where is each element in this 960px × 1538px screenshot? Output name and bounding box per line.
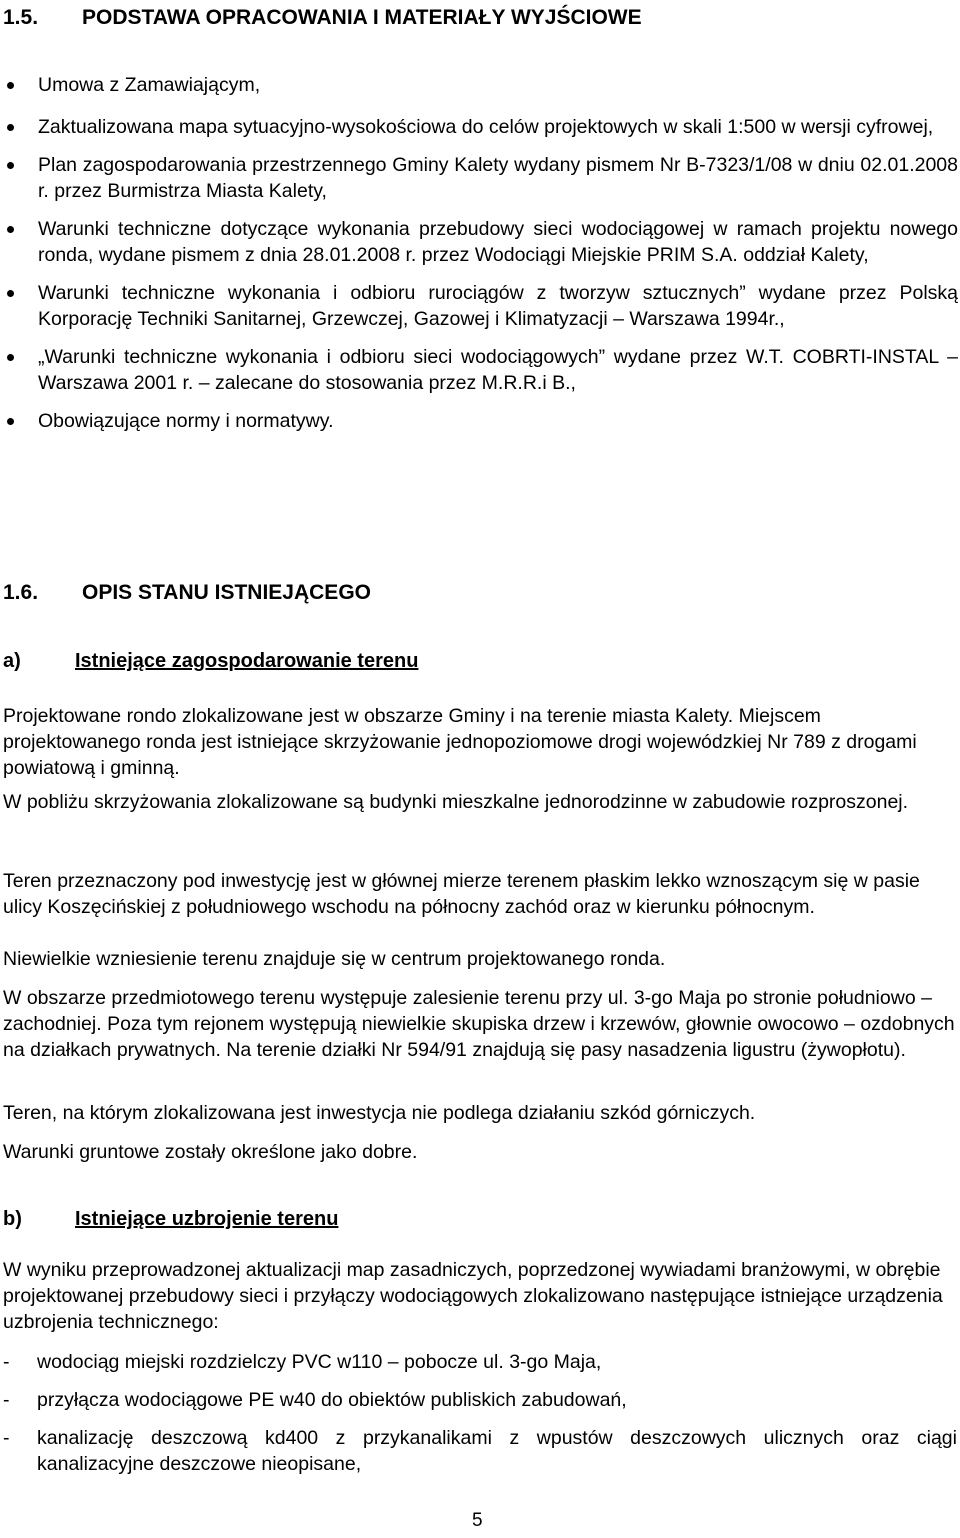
section-number: 1.6. <box>3 581 39 604</box>
list-item: Plan zagospodarowania przestrzennego Gminy Kalety wydany pismem Nr B-7323/1/08 w dniu 02.01.2008 r. przez Burmistrza Miasta Kalety, <box>0 152 958 204</box>
paragraph: W pobliżu skrzyżowania zlokalizowane są budynki mieszkalne jednorodzinne w zabudowie rozproszonej. <box>3 791 909 813</box>
bullet-icon <box>7 354 14 361</box>
subsection-letter: a) <box>3 650 21 672</box>
utilities-list <box>0 1349 960 1477</box>
section-number: 1.5. <box>3 6 39 29</box>
list-item: Zaktualizowana mapa sytuacyjno-wysokościowa do celów projektowych w skali 1:500 w wersji cyfrowej, <box>0 114 958 140</box>
dash-marker: - <box>3 1351 10 1373</box>
bullet-icon <box>7 418 14 425</box>
list-item: Warunki techniczne dotyczące wykonania przebudowy sieci wodociągowej w ramach projektu nowego ronda, wydane pismem z dnia 28.01.2008 r. przez Wodociągi Miejskie PRIM S.A. oddział Kalety, <box>0 216 958 268</box>
list-item: - kanalizację deszczową kd400 z przykanalikami z wpustów deszczowych ulicznych oraz ciągi kanalizacyjne deszczowe nieopisane, <box>3 1427 957 1475</box>
bullet-icon <box>7 226 14 233</box>
list-item: - wodociąg miejski rozdzielczy PVC w110 – pobocze ul. 3-go Maja, <box>3 1351 602 1373</box>
section-title: OPIS STANU ISTNIEJĄCEGO <box>82 581 371 604</box>
list-item: Warunki techniczne wykonania i odbioru rurociągów z tworzyw sztucznych” wydane przez Polską Korporację Techniki Sanitarnej, Grzewczej, Gazowej i Klimatyzacji – Warszawa 1994r., <box>0 280 958 332</box>
paragraph: Teren, na którym zlokalizowana jest inwestycja nie podlega działaniu szkód górniczych. <box>3 1102 756 1124</box>
dash-marker: - <box>3 1427 10 1449</box>
bullet-icon <box>7 124 14 131</box>
subsection-title: Istniejące uzbrojenie terenu <box>75 1208 339 1230</box>
paragraph: Niewielkie wzniesienie terenu znajduje się w centrum projektowanego ronda. <box>3 948 666 970</box>
materials-list <box>0 72 960 434</box>
bullet-icon <box>7 162 14 169</box>
section-title: PODSTAWA OPRACOWANIA I MATERIAŁY WYJŚCIOWE <box>82 6 642 29</box>
paragraph: W wyniku przeprowadzonej aktualizacji map zasadniczych, poprzedzonej wywiadami branżowymi, w obrębie projektowanej przebudowy sieci i przyłączy wodociągowych zlokalizowano następujące istniejące urządzenia uzbrojenia technicznego: <box>3 1259 943 1333</box>
dash-marker: - <box>3 1389 10 1411</box>
list-item: Umowa z Zamawiającym, <box>0 72 958 98</box>
list-item: - przyłącza wodociągowe PE w40 do obiektów publiskich zabudowań, <box>3 1389 627 1411</box>
paragraph: Projektowane rondo zlokalizowane jest w obszarze Gminy i na terenie miasta Kalety. Miejscem projektowanego ronda jest istniejące skrzyżowanie jednopoziomowe drogi wojewódzkiej Nr 789 z drogami powiatową i gminną. <box>3 705 917 779</box>
bullet-icon <box>7 82 14 89</box>
paragraph: Warunki gruntowe zostały określone jako dobre. <box>3 1141 418 1163</box>
subsection-title: Istniejące zagospodarowanie terenu <box>75 650 419 672</box>
list-item: Obowiązujące normy i normatywy. <box>0 408 958 434</box>
page-number: 5 <box>472 1510 483 1531</box>
paragraph: Teren przeznaczony pod inwestycję jest w głównej mierze terenem płaskim lekko wznoszącym się w pasie ulicy Koszęcińskiej z południowego wschodu na północny zachód oraz w kierunku północnym. <box>3 870 920 918</box>
list-item: „Warunki techniczne wykonania i odbioru sieci wodociągowych” wydane przez W.T. COBRTI-INSTAL – Warszawa 2001 r. – zalecane do stosowania przez M.R.R.i B., <box>0 344 958 396</box>
bullet-icon <box>7 290 14 297</box>
paragraph: W obszarze przedmiotowego terenu występuje zalesienie terenu przy ul. 3-go Maja po stronie południowo – zachodniej. Poza tym rejonem występują niewielkie skupiska drzew i krzewów, głownie owocowo – ozdobnych na działkach prywatnych. Na terenie działki Nr 594/91 znajdują się pasy nasadzenia ligustru (żywopłotu). <box>3 987 955 1061</box>
subsection-letter: b) <box>3 1208 22 1230</box>
